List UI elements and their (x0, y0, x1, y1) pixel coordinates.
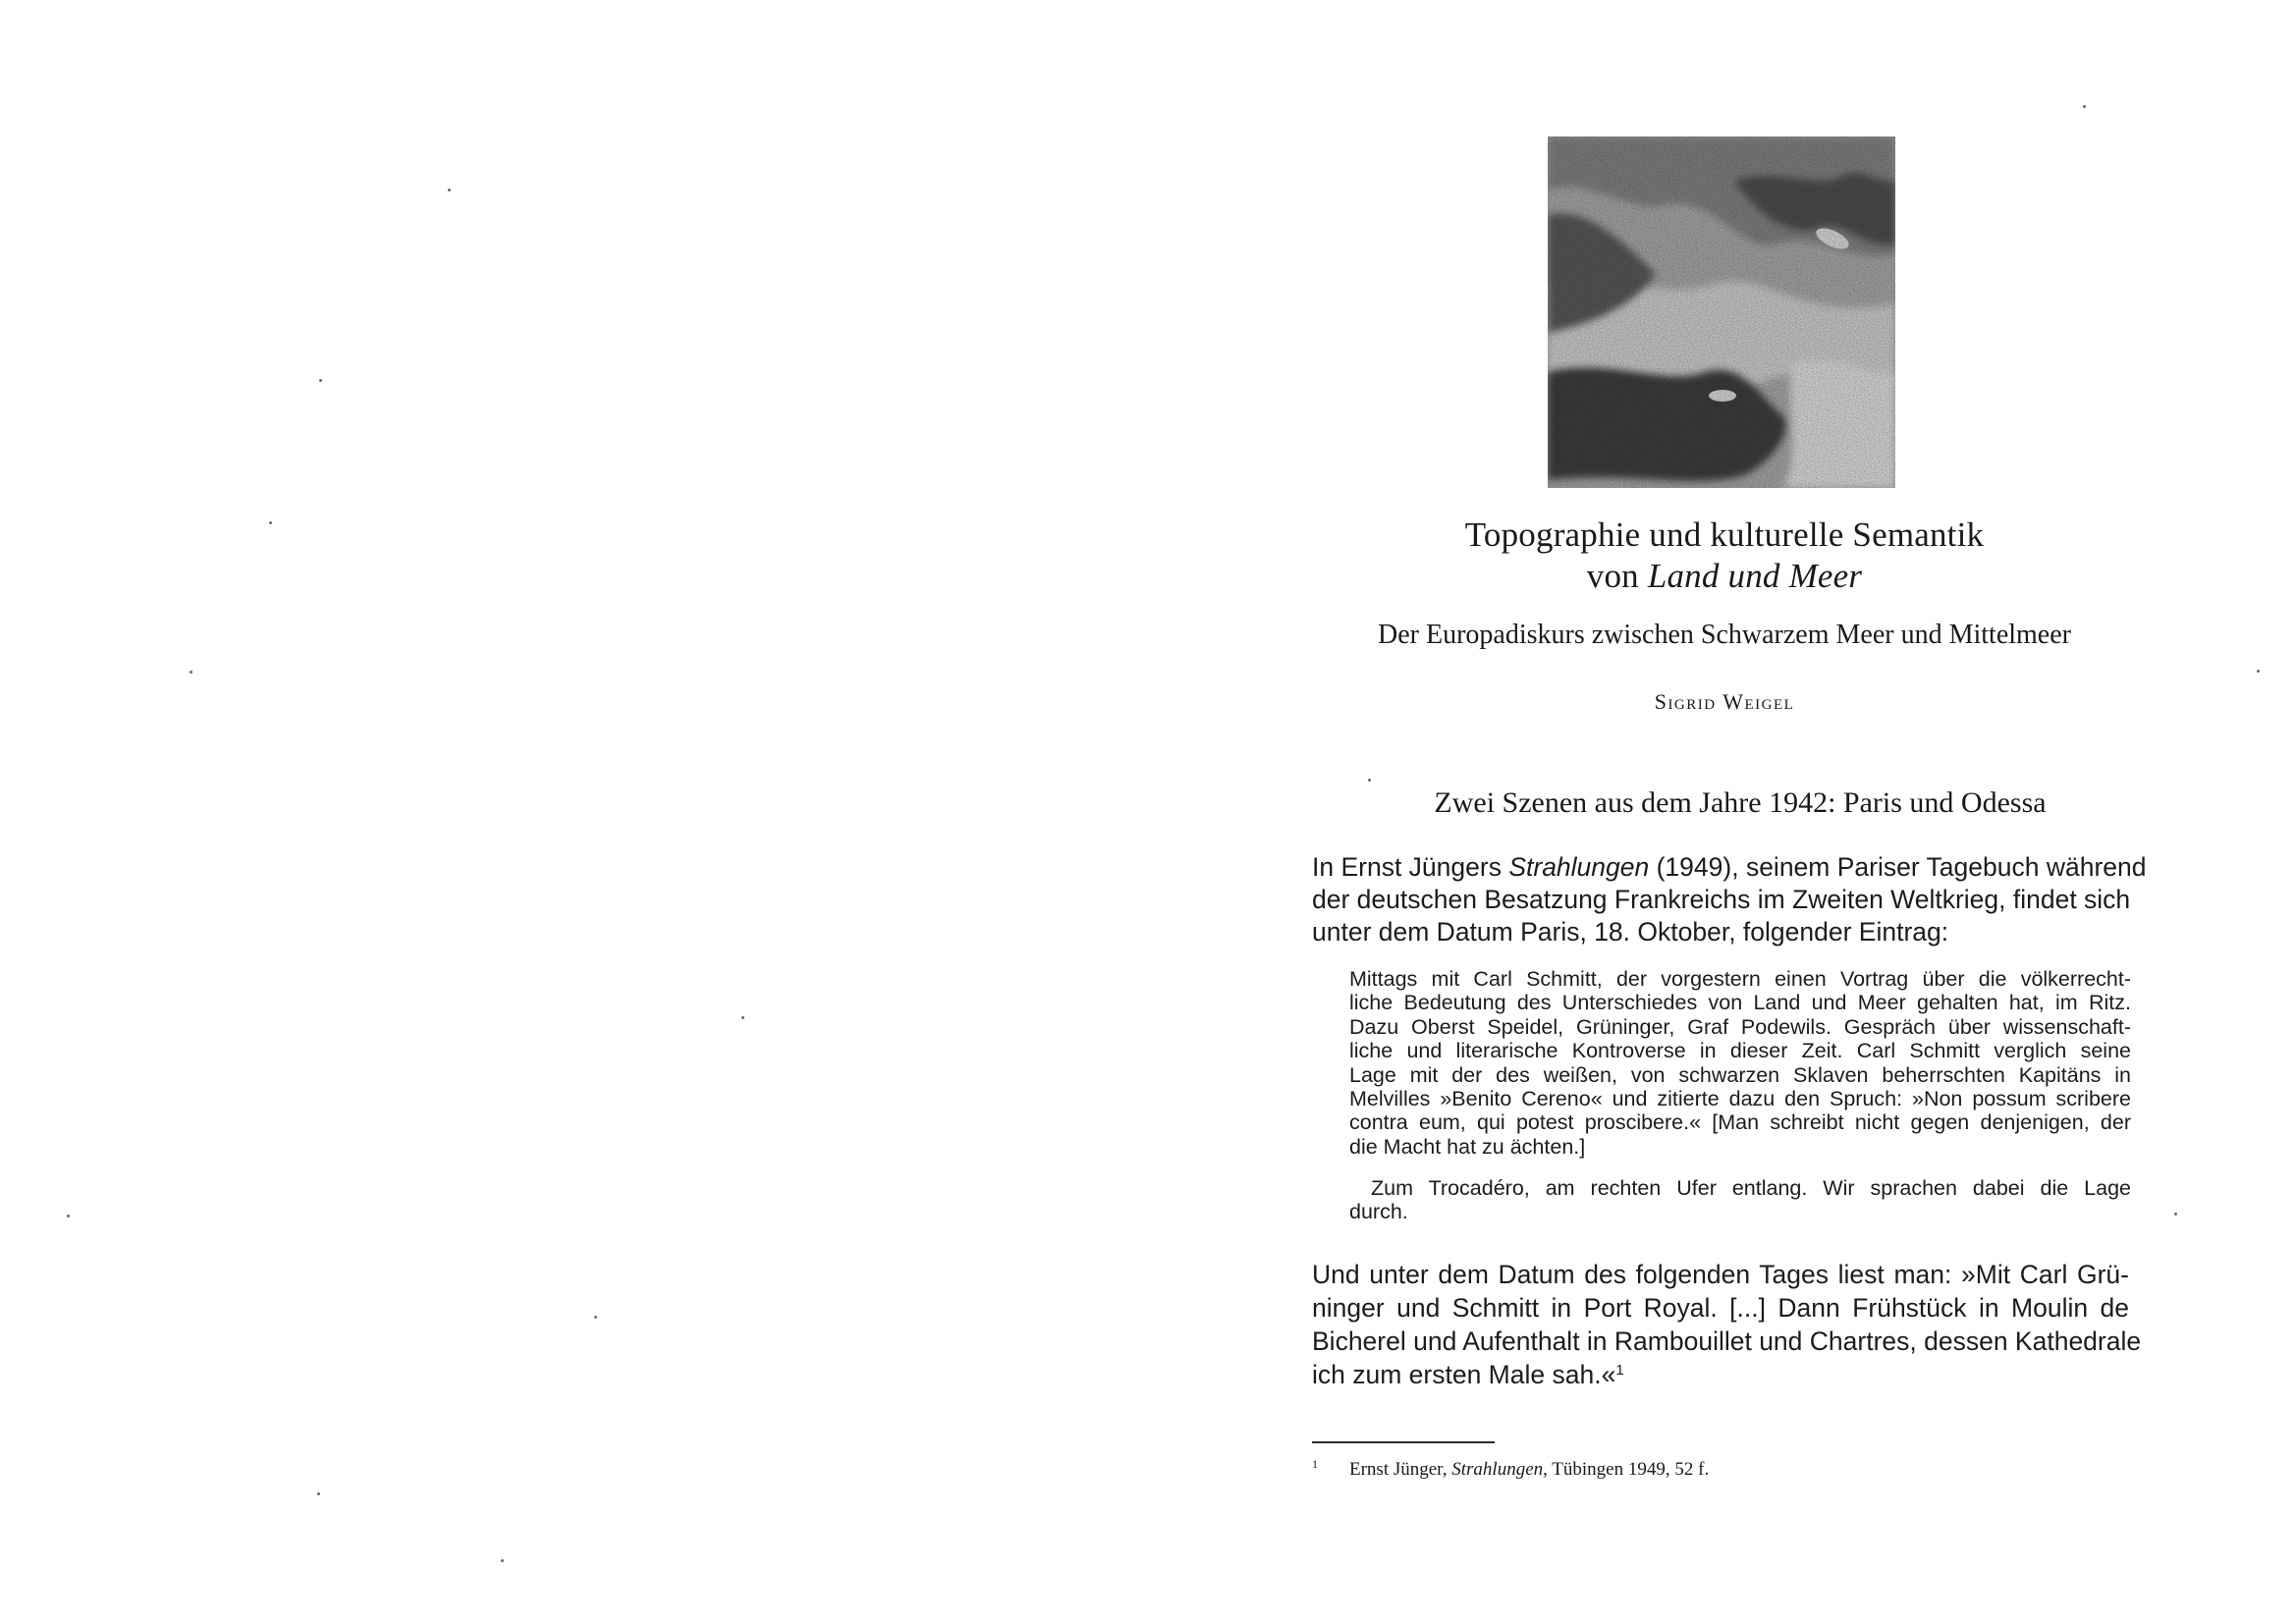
article-title-line2 (1312, 559, 2137, 593)
quote-line: contra eum, qui potest proscibere.« [Man schreibt nicht gegen denjenigen, der (1349, 1110, 2131, 1135)
paragraph-line: Bicherel und Aufenthalt in Rambouillet und Chartres, dessen Kathedrale (1312, 1326, 2142, 1356)
scan-speck (190, 671, 192, 674)
title-prefix: von (1586, 557, 1648, 595)
scan-speck (594, 1316, 597, 1319)
scan-speck (741, 1016, 744, 1019)
footnote-reference[interactable]: 1 (1615, 1362, 1624, 1379)
quote-line: Dazu Oberst Speidel, Grüninger, Graf Podewils. Gespräch über wissenschaft- (1349, 1014, 2131, 1039)
footnote-number: 1 (1312, 1457, 1318, 1471)
scan-speck (2174, 1213, 2177, 1216)
scan-speck (319, 379, 322, 382)
scan-speck (2257, 670, 2260, 673)
footnote-text (1349, 1460, 1709, 1479)
scan-speck (67, 1215, 70, 1217)
paragraph-line (1312, 852, 2147, 882)
quote-line: durch. (1349, 1200, 1408, 1224)
footnote-divider (1312, 1441, 1495, 1443)
scan-speck (501, 1559, 504, 1562)
quote-line: Melvilles »Benito Cereno« und zitierte dazu den Spruch: »Non possum scribere (1349, 1087, 2131, 1110)
paragraph-line: Und unter dem Datum des folgenden Tages liest man: »Mit Carl Grü- (1312, 1260, 2129, 1289)
text-run: (1949), seinem Pariser Tagebuch während (1649, 852, 2147, 882)
quote-line: liche Bedeutung des Unterschiedes von Land und Meer gehalten hat, im Ritz. (1349, 991, 2131, 1015)
text-run: In Ernst Jüngers (1312, 852, 1509, 882)
quote-line: liche und literarische Kontroverse in dieser Zeit. Carl Schmitt verglich seine (1349, 1039, 2131, 1063)
section-heading: Zwei Szenen aus dem Jahre 1942: Paris und Odessa (1434, 786, 2047, 819)
quote-line: Zum Trocadéro, am rechten Ufer entlang. Wir sprachen dabei die Lage (1371, 1176, 2131, 1200)
article-subtitle: Der Europadiskurs zwischen Schwarzem Meer und Mittelmeer (1378, 620, 2071, 650)
scan-speck (269, 521, 272, 524)
quote-line: Lage mit der des weißen, von schwarzen Sklaven beherrschten Kapitäns in (1349, 1062, 2131, 1087)
title-italic: Land und Meer (1647, 557, 1863, 595)
text-run: , Tübingen 1949, 52 f. (1543, 1459, 1710, 1480)
book-title: Strahlungen (1451, 1459, 1544, 1480)
author-name: Sigrid Weigel (1654, 689, 1795, 714)
right-page (1312, 0, 2147, 1623)
paragraph-line: unter dem Datum Paris, 18. Oktober, folgender Eintrag: (1312, 917, 1949, 947)
book-title: Strahlungen (1508, 852, 1650, 882)
article-title: Topographie und kulturelle Semantik (1464, 515, 1985, 554)
map-image (1548, 136, 1895, 488)
paragraph-line: ninger und Schmitt in Port Royal. [...] Dann Frühstück in Moulin de (1312, 1293, 2129, 1323)
text-run: ich zum ersten Male sah.« (1312, 1360, 1616, 1389)
quote-line: die Macht hat zu ächten.] (1349, 1134, 1586, 1159)
scan-speck (317, 1492, 320, 1495)
quote-line: Mittags mit Carl Schmitt, der vorgestern einen Vortrag über die völkerrecht- (1349, 967, 2131, 991)
paragraph-line (1312, 1362, 2129, 1388)
scan-speck (448, 189, 451, 191)
text-run: Ernst Jünger, (1349, 1459, 1452, 1480)
paragraph-line: der deutschen Besatzung Frankreichs im Zweiten Weltkrieg, findet sich (1312, 885, 2131, 914)
